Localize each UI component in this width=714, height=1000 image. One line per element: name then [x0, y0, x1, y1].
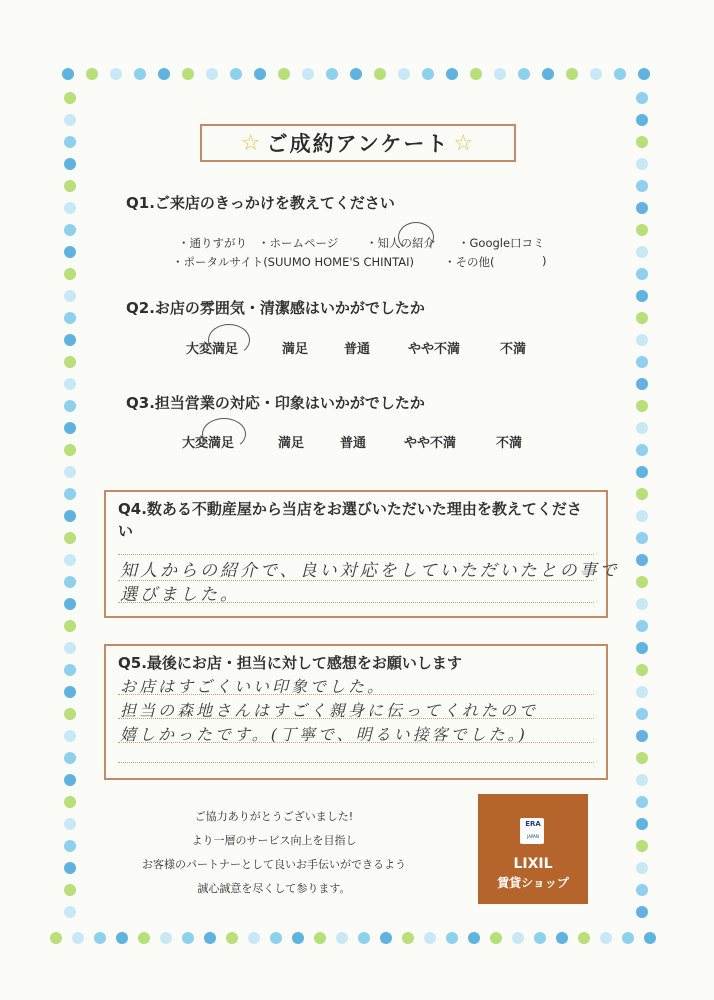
border-dot: [614, 68, 626, 80]
era-logo-subtext: JAPAN: [527, 834, 539, 839]
border-dot: [636, 598, 648, 610]
border-dot: [248, 932, 260, 944]
border-dot: [494, 68, 506, 80]
border-dot: [636, 620, 648, 632]
border-dot: [446, 68, 458, 80]
q3-rating-dissatisfied: 不満: [496, 436, 523, 451]
q1-option-portal: ・ポータルサイト(SUUMO HOME'S CHINTAI): [172, 255, 414, 269]
border-dot: [636, 730, 648, 742]
q5-handwritten-line: 嬉しかったです。(丁寧で、明るい接客でした。): [120, 725, 528, 744]
border-dot: [636, 422, 648, 434]
border-dot: [636, 664, 648, 676]
border-dot: [182, 932, 194, 944]
q3-rating-satisfied: 満足: [278, 436, 305, 451]
border-dot: [542, 68, 554, 80]
q4-answer-box: [104, 490, 620, 618]
q5-answer-box: [104, 644, 608, 780]
answer-rule: [118, 762, 594, 763]
border-dot: [64, 114, 76, 126]
border-dot: [270, 932, 282, 944]
border-dot: [62, 68, 74, 80]
q2-rating-neutral: 普通: [344, 342, 371, 357]
border-dot: [64, 884, 76, 896]
border-dot: [64, 752, 76, 764]
q4-handwritten-line: 知人からの紹介で、良い対応をしていただいたとの事で: [120, 561, 620, 581]
border-dot: [636, 796, 648, 808]
border-dot: [254, 68, 266, 80]
border-dot: [336, 932, 348, 944]
border-dot: [182, 68, 194, 80]
border-dot: [636, 510, 648, 522]
selection-circle: [208, 324, 250, 356]
border-dot: [636, 378, 648, 390]
border-dot: [278, 68, 290, 80]
q2-rating-dissatisfied: 不満: [500, 342, 527, 357]
border-dot: [590, 68, 602, 80]
border-dot: [64, 840, 76, 852]
border-dot: [398, 68, 410, 80]
border-dot: [64, 246, 76, 258]
border-dot: [64, 818, 76, 830]
border-dot: [566, 68, 578, 80]
q4-handwritten-line: 選びました。: [120, 585, 240, 605]
border-dot: [636, 840, 648, 852]
border-dot: [512, 932, 524, 944]
border-dot: [64, 488, 76, 500]
border-dot: [636, 312, 648, 324]
border-dot: [204, 932, 216, 944]
border-dot: [134, 68, 146, 80]
q3-title: Q3.担当営業の対応・印象はいかがでしたか: [126, 394, 425, 412]
border-dot: [578, 932, 590, 944]
q3-rating-very-satisfied: 大変満足: [182, 436, 235, 451]
border-dot: [636, 136, 648, 148]
border-dot: [64, 158, 76, 170]
border-dot: [64, 554, 76, 566]
q2-rating-very-satisfied: 大変満足: [186, 342, 239, 357]
border-dot: [636, 290, 648, 302]
border-dot: [534, 932, 546, 944]
border-dot: [64, 444, 76, 456]
border-dot: [230, 68, 242, 80]
q1-option-homepage: ・ホームページ: [258, 236, 339, 250]
selection-circle: [202, 418, 246, 450]
border-dot: [380, 932, 392, 944]
border-dot: [138, 932, 150, 944]
border-dot: [64, 334, 76, 346]
era-logo-text: ERA: [525, 820, 541, 828]
border-dot: [72, 932, 84, 944]
border-dot: [94, 932, 106, 944]
border-dot: [64, 92, 76, 104]
border-dot: [64, 510, 76, 522]
q3-rating-neutral: 普通: [340, 436, 367, 451]
border-dot: [422, 68, 434, 80]
border-dot: [636, 752, 648, 764]
border-dot: [636, 532, 648, 544]
border-dot: [636, 400, 648, 412]
border-dot: [636, 818, 648, 830]
q5-title: Q5.最後にお店・担当に対して感想をお願いします: [118, 654, 462, 672]
border-dot: [636, 686, 648, 698]
border-dot: [636, 466, 648, 478]
closing-line: お客様のパートナーとして良いお手伝いができるよう: [142, 858, 406, 871]
border-dot: [64, 356, 76, 368]
border-dot: [226, 932, 238, 944]
border-dot: [326, 68, 338, 80]
border-dot: [64, 664, 76, 676]
closing-line: ご協力ありがとうございました!: [194, 810, 354, 823]
star-icon: ☆: [453, 130, 476, 156]
border-dot: [50, 932, 62, 944]
survey-title: [200, 124, 516, 162]
selection-circle: [398, 222, 434, 252]
border-dot: [636, 576, 648, 588]
border-dot: [636, 356, 648, 368]
border-dot: [64, 202, 76, 214]
star-icon: ☆: [240, 130, 263, 156]
brand-subtitle: 賃貸ショップ: [497, 876, 569, 890]
border-dot: [636, 554, 648, 566]
border-dot: [292, 932, 304, 944]
border-dot: [470, 68, 482, 80]
closing-line: より一層のサービス向上を目指し: [191, 834, 357, 847]
q1-option-referral: ・知人の紹介: [366, 236, 435, 250]
border-dot: [64, 312, 76, 324]
border-dot: [64, 730, 76, 742]
border-dot: [64, 180, 76, 192]
q2-rating-slightly-dissatisfied: やや不満: [408, 342, 461, 357]
border-dot: [636, 884, 648, 896]
border-dot: [64, 400, 76, 412]
q2-title: Q2.お店の雰囲気・清潔感はいかがでしたか: [126, 299, 425, 317]
border-dot: [636, 224, 648, 236]
border-dot: [636, 202, 648, 214]
border-dot: [64, 598, 76, 610]
border-dot: [158, 68, 170, 80]
border-dot: [64, 532, 76, 544]
border-dot: [468, 932, 480, 944]
border-dot: [64, 708, 76, 720]
border-dot: [64, 906, 76, 918]
border-dot: [206, 68, 218, 80]
border-dot: [518, 68, 530, 80]
closing-line: 誠心誠意を尽くして参ります。: [197, 882, 351, 895]
border-dot: [86, 68, 98, 80]
border-dot: [160, 932, 172, 944]
border-dot: [636, 114, 648, 126]
border-dot: [636, 708, 648, 720]
q5-handwritten-line: お店はすごくいい印象でした。: [120, 677, 387, 696]
border-dot: [622, 932, 634, 944]
brand-name: LIXIL: [513, 856, 553, 872]
border-dot: [374, 68, 386, 80]
border-dot: [644, 932, 656, 944]
border-dot: [636, 180, 648, 192]
border-dot: [638, 68, 650, 80]
q1-option-other: ・その他(: [444, 255, 495, 269]
q1-option-walkby: ・通りすがり: [178, 236, 247, 250]
lixil-logo: [478, 794, 588, 904]
border-dot: [64, 862, 76, 874]
border-dot: [636, 862, 648, 874]
q1-option-other-close: ): [542, 254, 547, 268]
q1-title: Q1.ご来店のきっかけを教えてください: [126, 194, 395, 212]
border-dot: [64, 642, 76, 654]
border-dot: [64, 796, 76, 808]
border-dot: [64, 378, 76, 390]
border-dot: [64, 422, 76, 434]
border-dot: [424, 932, 436, 944]
border-dot: [636, 774, 648, 786]
q4-title: Q4.数ある不動産屋から当店をお選びいただいた理由を教えてください: [118, 500, 582, 540]
border-dot: [64, 224, 76, 236]
border-dot: [636, 444, 648, 456]
border-dot: [110, 68, 122, 80]
answer-rule: [118, 554, 594, 555]
border-dot: [64, 686, 76, 698]
q1-option-google: ・Google口コミ: [458, 236, 545, 250]
border-dot: [314, 932, 326, 944]
border-dot: [64, 576, 76, 588]
border-dot: [490, 932, 502, 944]
border-dot: [64, 466, 76, 478]
border-dot: [64, 290, 76, 302]
border-dot: [636, 268, 648, 280]
border-dot: [636, 906, 648, 918]
border-dot: [64, 774, 76, 786]
border-dot: [358, 932, 370, 944]
border-dot: [64, 620, 76, 632]
border-dot: [636, 642, 648, 654]
border-dot: [636, 488, 648, 500]
border-dot: [350, 68, 362, 80]
border-dot: [116, 932, 128, 944]
border-dot: [600, 932, 612, 944]
border-dot: [64, 136, 76, 148]
border-dot: [636, 246, 648, 258]
border-dot: [446, 932, 458, 944]
border-dot: [636, 92, 648, 104]
survey-title-text: ご成約アンケート: [266, 132, 450, 156]
q2-rating-satisfied: 満足: [282, 342, 309, 357]
border-dot: [636, 334, 648, 346]
q5-handwritten-line: 担当の森地さんはすごく親身に伝ってくれたので: [120, 701, 539, 720]
border-dot: [556, 932, 568, 944]
border-dot: [636, 158, 648, 170]
q3-rating-slightly-dissatisfied: やや不満: [404, 436, 457, 451]
border-dot: [302, 68, 314, 80]
border-dot: [64, 268, 76, 280]
border-dot: [402, 932, 414, 944]
